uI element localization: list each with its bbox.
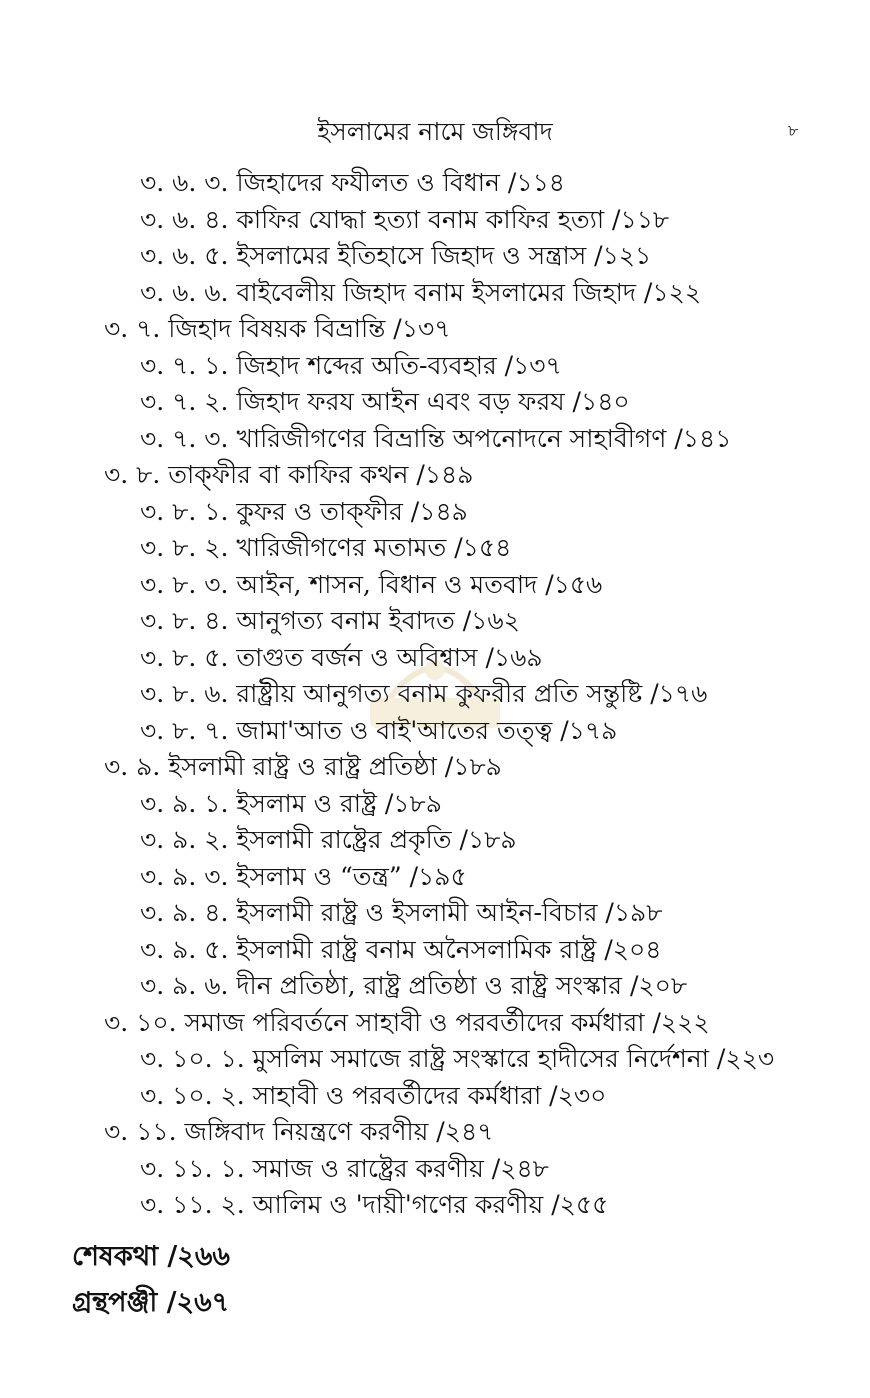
back-matter-epilogue: শেষকথা /২৬৬	[72, 1241, 230, 1272]
toc-subsection-entry: ৩. ৮. ২. খারিজীগণের মতামত /১৫৪	[140, 533, 512, 562]
toc-subsection-entry: ৩. ৯. ১. ইসলাম ও রাষ্ট্র /১৮৯	[140, 788, 442, 818]
toc-subsection-entry: ৩. ৬. ৬. বাইবেলীয় জিহাদ বনাম ইসলামের জিহাদ /১২২	[140, 277, 702, 307]
running-title: ইসলামের নামে জঙ্গিবাদ	[317, 117, 553, 146]
toc-subsection-entry: ৩. ১১. ২. আলিম ও 'দায়ী'গণের করণীয় /২৫৫	[140, 1190, 609, 1219]
toc-subsection-entry: ৩. ৮. ১. কুফর ও তাক্ফীর /১৪৯	[140, 496, 468, 526]
toc-subsection-entry: ৩. ৭. ১. জিহাদ শব্দের অতি-ব্যবহার /১৩৭	[140, 350, 562, 380]
toc-subsection-entry: ৩. ৯. ৩. ইসলাম ও “তন্ত্র” /১৯৫	[140, 861, 467, 891]
toc-subsection-entry: ৩. ৬. ৫. ইসলামের ইতিহাসে জিহাদ ও সন্ত্রাস /১২১	[140, 241, 652, 270]
toc-subsection-entry: ৩. ৮. ৭. জামা'আত ও বাই'আতের তত্ত্ব /১৭৯	[140, 715, 618, 745]
toc-subsection-entry: ৩. ৭. ৩. খারিজীগণের বিভ্রান্তি অপনোদনে সাহাবীগণ /১৪১	[140, 423, 732, 453]
back-matter-bibliography: গ্রন্থপঞ্জী /২৬৭	[72, 1287, 230, 1318]
toc-section-entry: ৩. ৮. তাক্ফীর বা কাফির কথন /১৪৯	[104, 460, 474, 489]
toc-section-entry: ৩. ৭. জিহাদ বিষয়ক বিভ্রান্তি /১৩৭	[104, 314, 451, 343]
toc-subsection-entry: ৩. ৯. ৪. ইসলামী রাষ্ট্র ও ইসলামী আইন-বিচার /১৯৮	[140, 898, 663, 927]
toc-subsection-entry: ৩. ৮. ৩. আইন, শাসন, বিধান ও মতবাদ /১৫৬	[140, 569, 603, 599]
toc-subsection-entry: ৩. ৬. ৪. কাফির যোদ্ধা হত্যা বনাম কাফির হত্যা /১১৮	[140, 204, 670, 234]
toc-subsection-entry: ৩. ১১. ১. সমাজ ও রাষ্ট্রের করণীয় /২৪৮	[140, 1153, 549, 1183]
toc-subsection-entry: ৩. ৮. ৪. আনুগত্য বনাম ইবাদত /১৬২	[140, 606, 520, 635]
toc-subsection-entry: ৩. ৬. ৩. জিহাদের ফযীলত ও বিধান /১১৪	[140, 168, 566, 197]
toc-subsection-entry: ৩. ১০. ২. সাহাবী ও পরবর্তীদের কর্মধারা /২৩০	[140, 1080, 607, 1110]
toc-section-entry: ৩. ১১. জঙ্গিবাদ নিয়ন্ত্রণে করণীয় /২৪৭	[104, 1117, 494, 1146]
toc-section-entry: ৩. ৯. ইসলামী রাষ্ট্র ও রাষ্ট্র প্রতিষ্ঠা /১৮৯	[104, 752, 502, 781]
toc-subsection-entry: ৩. ৭. ২. জিহাদ ফরয আইন এবং বড় ফরয /১৪০	[140, 387, 630, 416]
toc-subsection-entry: ৩. ৯. ৫. ইসলামী রাষ্ট্র বনাম অনৈসলামিক রাষ্ট্র /২০৪	[140, 934, 662, 964]
toc-subsection-entry: ৩. ৮. ৫. তাগুত বর্জন ও অবিশ্বাস /১৬৯	[140, 642, 543, 672]
toc-subsection-entry: ৩. ১০. ১. মুসলিম সমাজে রাষ্ট্র সংস্কারে হাদীসের নির্দেশনা /২২৩	[140, 1044, 775, 1073]
toc-section-entry: ৩. ১০. সমাজ পরিবর্তনে সাহাবী ও পরবর্তীদের কর্মধারা /২২২	[104, 1007, 710, 1037]
toc-subsection-entry: ৩. ৯. ৬. দীন প্রতিষ্ঠা, রাষ্ট্র প্রতিষ্ঠা ও রাষ্ট্র সংস্কার /২০৮	[140, 971, 688, 1000]
toc-subsection-entry: ৩. ৮. ৬. রাষ্ট্রীয় আনুগত্য বনাম কুফরীর প্রতি সন্তুষ্টি /১৭৬	[140, 679, 708, 708]
toc-subsection-entry: ৩. ৯. ২. ইসলামী রাষ্ট্রের প্রকৃতি /১৮৯	[140, 825, 517, 854]
page-number: ৮	[788, 121, 799, 140]
